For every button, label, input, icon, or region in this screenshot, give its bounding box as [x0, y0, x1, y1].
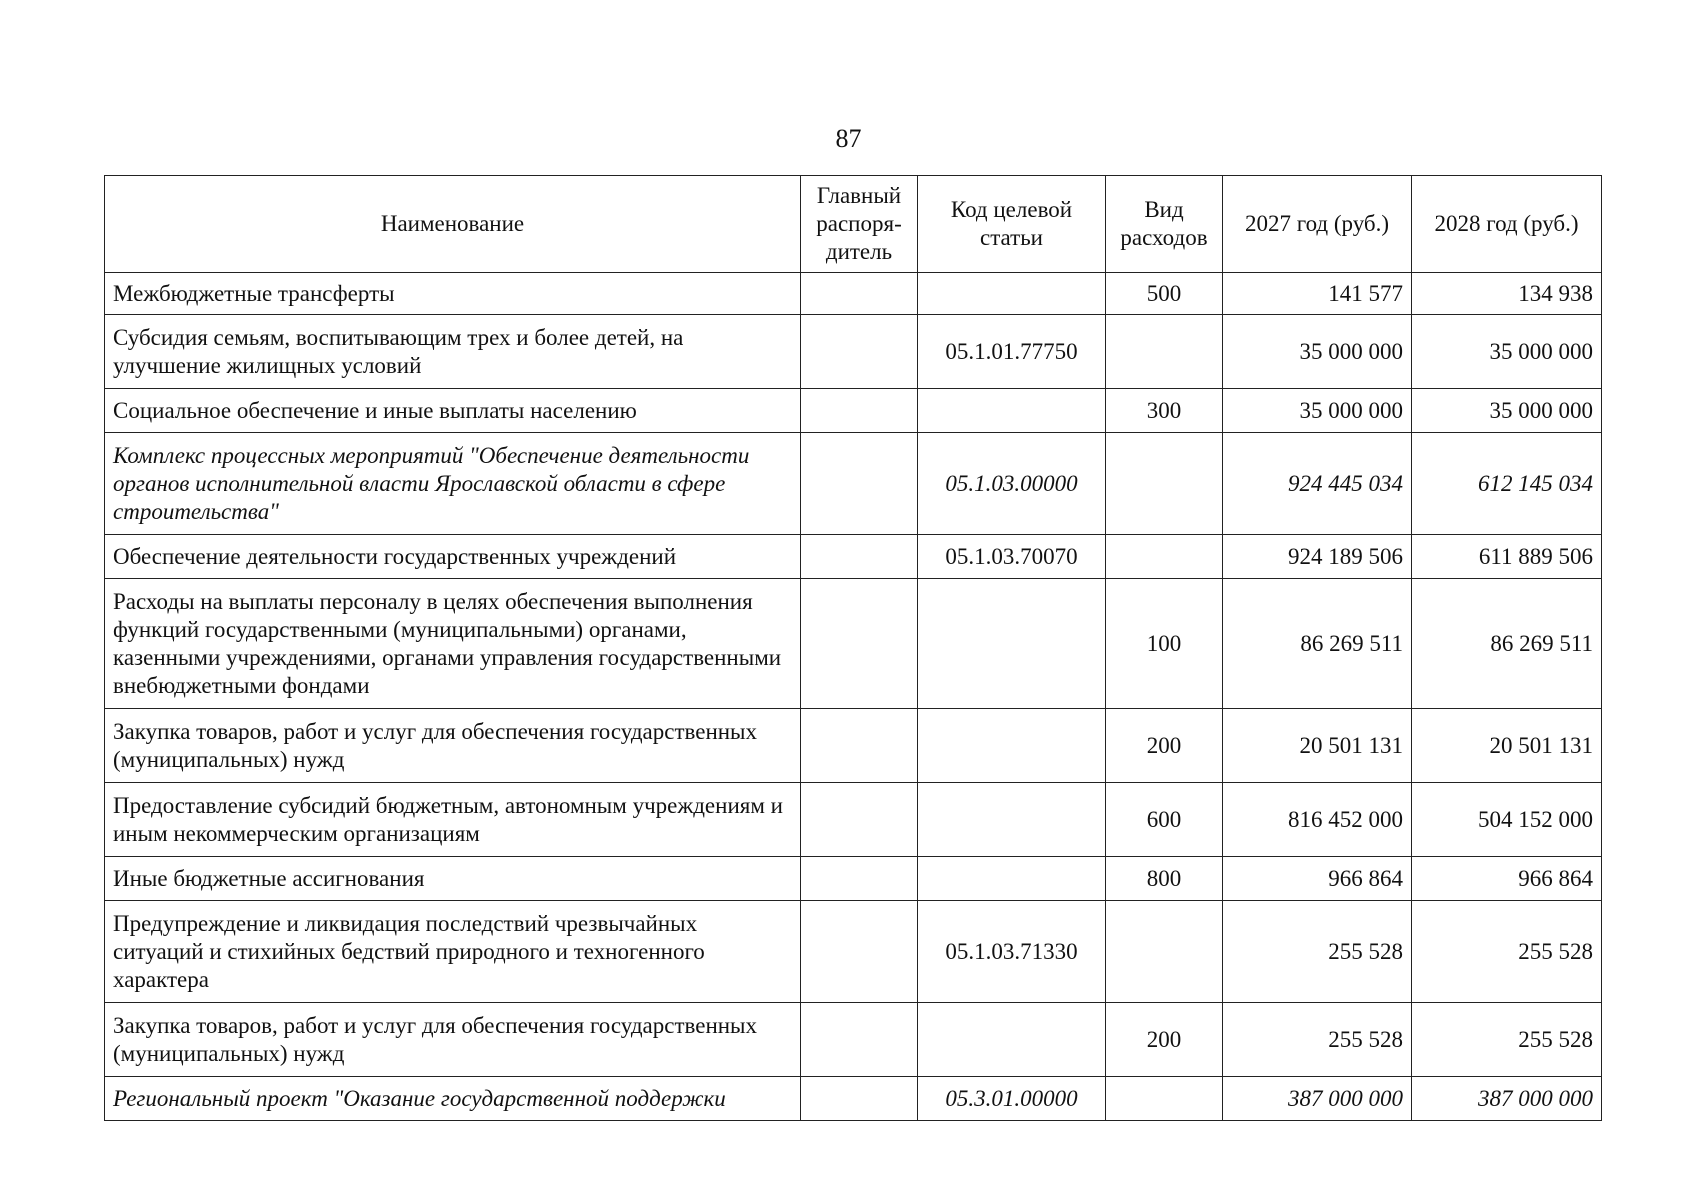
header-code: Код целевой статьи — [918, 176, 1106, 273]
page-number: 87 — [835, 124, 862, 153]
row-code — [918, 579, 1106, 709]
row-year-2027: 255 528 — [1223, 901, 1412, 1003]
row-year-2027: 816 452 000 — [1223, 783, 1412, 857]
row-code: 05.1.03.70070 — [918, 535, 1106, 579]
row-year-2027: 255 528 — [1223, 1003, 1412, 1077]
row-name: Межбюджетные трансферты — [105, 273, 801, 315]
row-type: 800 — [1106, 857, 1223, 901]
row-type — [1106, 433, 1223, 535]
row-year-2028: 504 152 000 — [1412, 783, 1602, 857]
row-name: Обеспечение деятельности государственных учреждений — [105, 535, 801, 579]
table-row — [105, 709, 1602, 783]
row-manager — [801, 389, 918, 433]
table-row — [105, 273, 1602, 315]
row-name: Региональный проект "Оказание государственной поддержки — [105, 1077, 801, 1121]
row-year-2028: 387 000 000 — [1412, 1077, 1602, 1121]
row-year-2027: 924 445 034 — [1223, 433, 1412, 535]
row-year-2027: 35 000 000 — [1223, 389, 1412, 433]
row-code: 05.1.03.00000 — [918, 433, 1106, 535]
row-year-2027: 86 269 511 — [1223, 579, 1412, 709]
row-name: Предоставление субсидий бюджетным, автономным учреждениям и иным некоммерческим организациям — [105, 783, 801, 857]
row-manager — [801, 433, 918, 535]
row-name: Расходы на выплаты персоналу в целях обеспечения выполнения функций государственными (муниципальными) органами, казенными учреждениями, органами управления государственными внебюджетными фондами — [105, 579, 801, 709]
row-type: 500 — [1106, 273, 1223, 315]
row-year-2028: 86 269 511 — [1412, 579, 1602, 709]
row-code — [918, 857, 1106, 901]
row-year-2028: 255 528 — [1412, 1003, 1602, 1077]
row-year-2027: 966 864 — [1223, 857, 1412, 901]
row-manager — [801, 273, 918, 315]
row-manager — [801, 709, 918, 783]
table-row — [105, 857, 1602, 901]
row-year-2028: 20 501 131 — [1412, 709, 1602, 783]
row-code — [918, 273, 1106, 315]
row-year-2027: 387 000 000 — [1223, 1077, 1412, 1121]
table-row — [105, 579, 1602, 709]
row-type: 100 — [1106, 579, 1223, 709]
row-type — [1106, 901, 1223, 1003]
row-code — [918, 783, 1106, 857]
row-year-2028: 255 528 — [1412, 901, 1602, 1003]
row-manager — [801, 783, 918, 857]
row-type: 200 — [1106, 1003, 1223, 1077]
row-name: Комплекс процессных мероприятий "Обеспечение деятельности органов исполнительной власти Ярославской области в сфере строительства" — [105, 433, 801, 535]
row-type — [1106, 315, 1223, 389]
row-year-2027: 141 577 — [1223, 273, 1412, 315]
header-year-2028: 2028 год (руб.) — [1412, 176, 1602, 273]
row-manager — [801, 579, 918, 709]
row-year-2028: 134 938 — [1412, 273, 1602, 315]
row-year-2028: 611 889 506 — [1412, 535, 1602, 579]
row-name: Закупка товаров, работ и услуг для обеспечения государственных (муниципальных) нужд — [105, 1003, 801, 1077]
row-name: Иные бюджетные ассигнования — [105, 857, 801, 901]
row-year-2028: 35 000 000 — [1412, 389, 1602, 433]
row-type: 200 — [1106, 709, 1223, 783]
row-manager — [801, 857, 918, 901]
row-type: 600 — [1106, 783, 1223, 857]
table-row — [105, 433, 1602, 535]
budget-table — [104, 175, 1602, 1121]
header-type: Вид расходов — [1106, 176, 1223, 273]
row-name: Субсидия семьям, воспитывающим трех и более детей, на улучшение жилищных условий — [105, 315, 801, 389]
table-header-row — [105, 176, 1602, 273]
header-year-2027: 2027 год (руб.) — [1223, 176, 1412, 273]
row-manager — [801, 1003, 918, 1077]
row-year-2027: 20 501 131 — [1223, 709, 1412, 783]
row-year-2027: 35 000 000 — [1223, 315, 1412, 389]
row-code: 05.1.01.77750 — [918, 315, 1106, 389]
table-row — [105, 901, 1602, 1003]
header-manager: Главный распоря-дитель — [801, 176, 918, 273]
table-row — [105, 389, 1602, 433]
row-name: Социальное обеспечение и иные выплаты населению — [105, 389, 801, 433]
table-body — [105, 273, 1602, 1121]
row-name: Предупреждение и ликвидация последствий чрезвычайных ситуаций и стихийных бедствий природного и техногенного характера — [105, 901, 801, 1003]
row-code — [918, 389, 1106, 433]
header-name: Наименование — [105, 176, 801, 273]
row-type — [1106, 535, 1223, 579]
table-row — [105, 1077, 1602, 1121]
row-manager — [801, 315, 918, 389]
row-type: 300 — [1106, 389, 1223, 433]
row-manager — [801, 901, 918, 1003]
row-year-2028: 35 000 000 — [1412, 315, 1602, 389]
row-code — [918, 1003, 1106, 1077]
row-code: 05.3.01.00000 — [918, 1077, 1106, 1121]
row-name: Закупка товаров, работ и услуг для обеспечения государственных (муниципальных) нужд — [105, 709, 801, 783]
table-row — [105, 535, 1602, 579]
row-code — [918, 709, 1106, 783]
row-year-2028: 612 145 034 — [1412, 433, 1602, 535]
table-row — [105, 1003, 1602, 1077]
row-type — [1106, 1077, 1223, 1121]
row-year-2027: 924 189 506 — [1223, 535, 1412, 579]
row-manager — [801, 535, 918, 579]
row-code: 05.1.03.71330 — [918, 901, 1106, 1003]
row-year-2028: 966 864 — [1412, 857, 1602, 901]
table-row — [105, 315, 1602, 389]
table-row — [105, 783, 1602, 857]
row-manager — [801, 1077, 918, 1121]
